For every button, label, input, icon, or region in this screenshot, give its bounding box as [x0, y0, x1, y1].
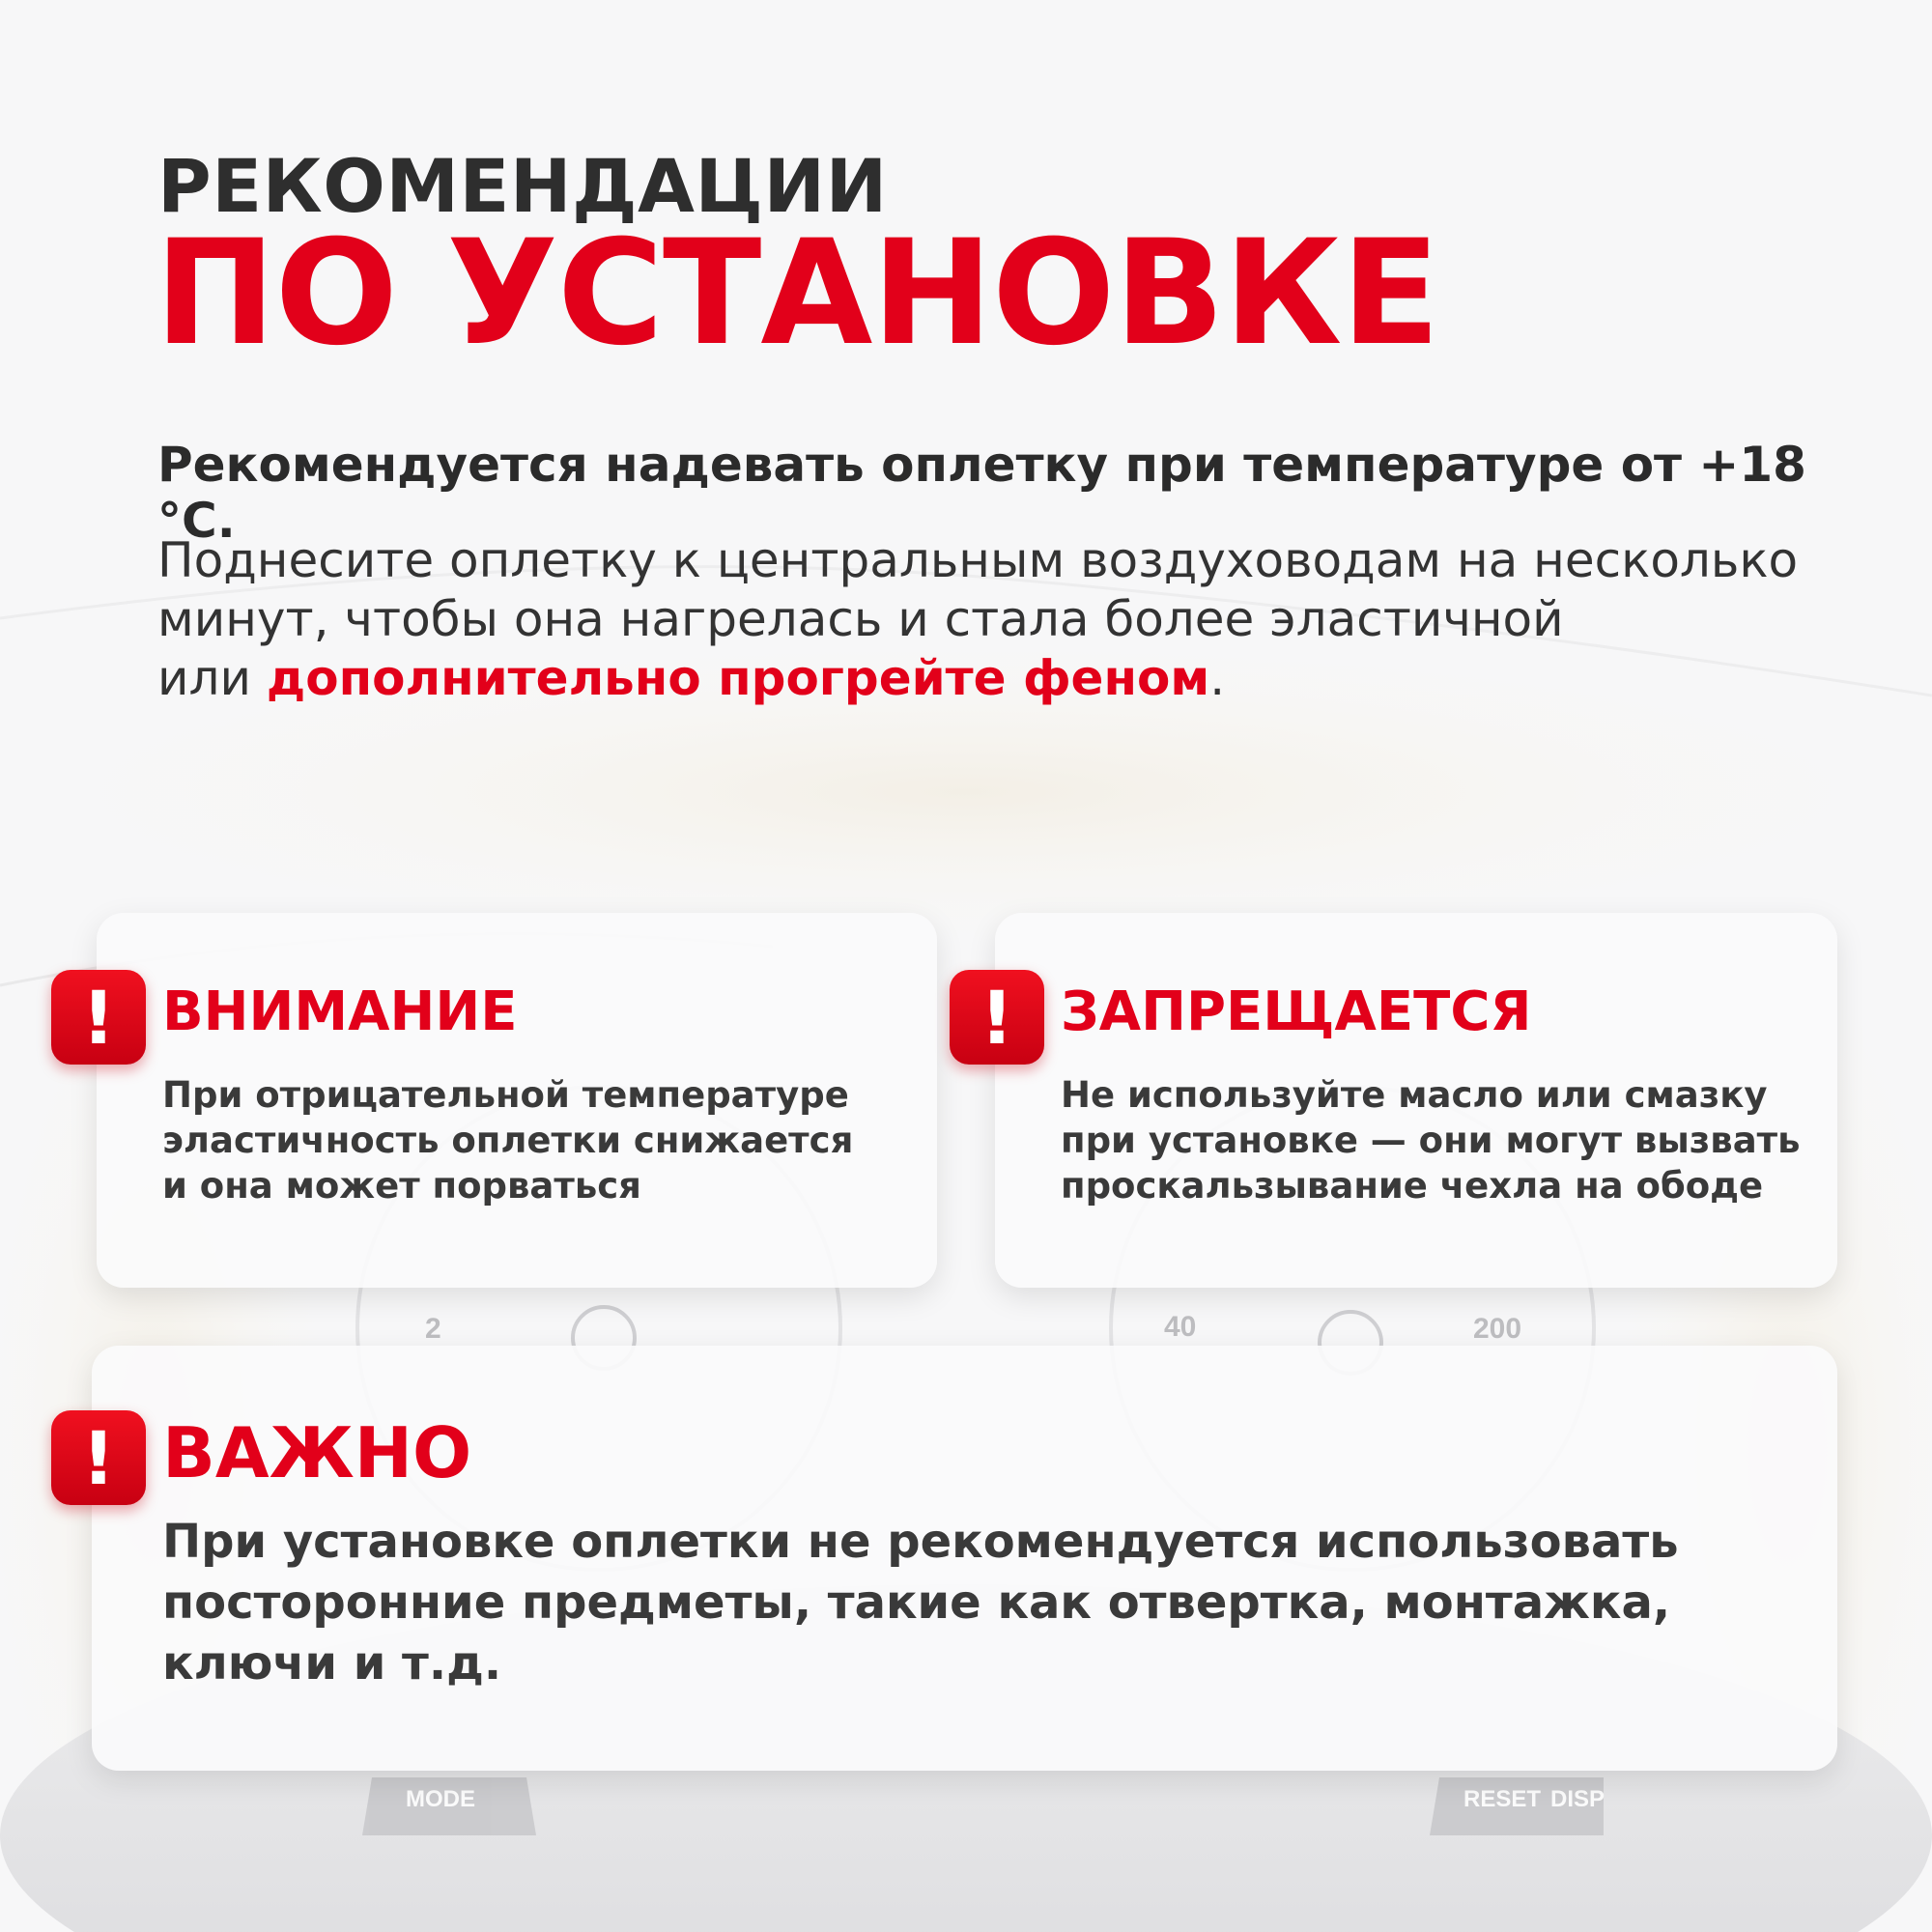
card-line: Не используйте масло или смазку [1061, 1074, 1768, 1116]
card-line: проскальзывание чехла на ободе [1061, 1165, 1764, 1207]
paragraph-suffix: . [1209, 650, 1226, 706]
card-line: посторонние предметы, такие как отвертка, монтажка, [162, 1576, 1671, 1630]
important-title: ВАЖНО [162, 1412, 472, 1493]
card-line: ключи и т.д. [162, 1636, 502, 1690]
card-line: и она может порваться [162, 1165, 641, 1207]
card-line: эластичность оплетки снижается [162, 1120, 854, 1161]
paragraph-line [157, 649, 1858, 708]
exclamation-icon: ! [51, 970, 146, 1065]
prohibited-title: ЗАПРЕЩАЕТСЯ [1061, 980, 1532, 1043]
important-text [162, 1512, 1824, 1694]
gauge-label: 200 [1473, 1313, 1522, 1345]
intro-paragraph [157, 531, 1858, 708]
attention-title: ВНИМАНИЕ [162, 980, 518, 1043]
lead-text: Рекомендуется надевать оплетку при температуре от +18 °С. [157, 437, 1806, 549]
title-line2: ПО УСТАНОВКЕ [155, 210, 1439, 378]
disp-button-label: DISP [1550, 1786, 1605, 1812]
exclamation-icon: ! [950, 970, 1044, 1065]
card-line: При отрицательной температуре [162, 1074, 849, 1116]
prohibited-text [1061, 1072, 1824, 1208]
paragraph-line: минут, чтобы она нагрелась и стала более эластичной [157, 591, 1564, 647]
card-line: при установке — они могут вызвать [1061, 1120, 1801, 1161]
gauge-label: 40 [1164, 1311, 1197, 1343]
title-line1: РЕКОМЕНДАЦИИ [157, 143, 888, 229]
paragraph-highlight: дополнительно прогрейте феном [266, 650, 1210, 706]
gauge-label: 2 [425, 1313, 441, 1345]
paragraph-line: Поднесите оплетку к центральным воздуховодам на несколько [157, 532, 1799, 588]
attention-text [162, 1072, 916, 1208]
reset-button-label: RESET [1463, 1786, 1542, 1812]
mode-button-label: MODE [406, 1786, 475, 1812]
card-line: При установке оплетки не рекомендуется использовать [162, 1515, 1679, 1569]
paragraph-prefix: или [157, 650, 267, 706]
exclamation-icon: ! [51, 1410, 146, 1505]
